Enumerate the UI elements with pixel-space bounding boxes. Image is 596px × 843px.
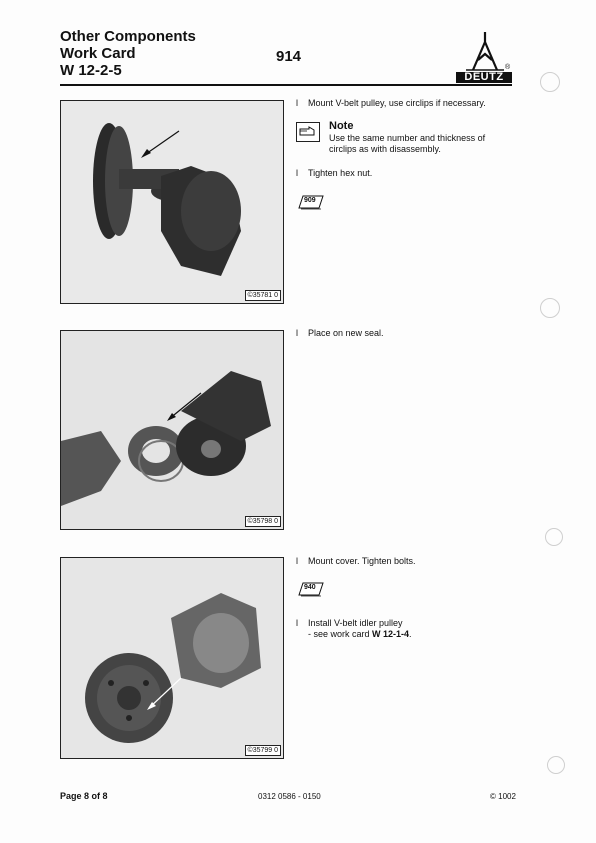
step-text: Tighten hex nut. — [308, 168, 373, 178]
punch-hole — [540, 298, 560, 318]
punch-hole — [540, 72, 560, 92]
title-line-1: Other Components — [60, 28, 196, 45]
figure-ref-1: ©35781 0 — [245, 290, 281, 301]
step-bullet: l — [296, 168, 298, 178]
card-title — [60, 28, 196, 79]
step-text: Mount V-belt pulley, use circlips if necessary. — [308, 98, 486, 108]
work-card-ref: W 12-1-4 — [372, 629, 410, 639]
tool-book-icon — [297, 193, 325, 211]
figure-ref-2: ©35798 0 — [245, 516, 281, 527]
title-line-3: W 12-2-5 — [60, 62, 122, 79]
step-place-seal — [296, 328, 384, 339]
step-text: Install V-belt idler pulley — [308, 618, 403, 628]
doc-number: 0312 0586 - 0150 — [258, 792, 321, 801]
step-bullet: l — [296, 618, 298, 628]
cover-photo — [61, 558, 283, 758]
seal-photo — [61, 331, 283, 529]
figure-ref-3: ©35799 0 — [245, 745, 281, 756]
figure-2 — [60, 330, 284, 530]
tool-book-icon — [297, 580, 325, 598]
step-bullet: l — [296, 98, 298, 108]
figure-1 — [60, 100, 284, 304]
punch-hole — [547, 756, 565, 774]
tool-ref-number: 940 — [304, 584, 316, 591]
step-install-idler — [296, 618, 412, 640]
step-text: Place on new seal. — [308, 328, 384, 338]
note-text: Use the same number and thickness of circlips as with disassembly. — [329, 133, 486, 154]
note-hand-icon — [296, 122, 320, 142]
tool-ref-number: 909 — [304, 197, 316, 204]
step-mount-cover — [296, 556, 416, 567]
note-title: Note — [329, 120, 354, 132]
punch-hole — [545, 528, 563, 546]
step-text-prefix: - see work card — [308, 629, 373, 639]
step-tighten-nut — [296, 168, 372, 179]
copyright: © 1002 — [490, 792, 516, 801]
figure-3 — [60, 557, 284, 759]
pulley-photo-1 — [61, 101, 283, 303]
step-bullet: l — [296, 556, 298, 566]
step-bullet: l — [296, 328, 298, 338]
step-text-suffix: . — [409, 629, 412, 639]
engine-code: 914 — [276, 48, 302, 65]
page-number: Page 8 of 8 — [60, 791, 108, 801]
step-mount-pulley — [296, 98, 486, 109]
step-text: Mount cover. Tighten bolts. — [308, 556, 416, 566]
logo-wordmark: DEUTZ — [456, 72, 512, 83]
header-rule — [60, 84, 512, 86]
registered-mark: ® — [505, 64, 511, 71]
title-line-2: Work Card — [60, 45, 136, 62]
